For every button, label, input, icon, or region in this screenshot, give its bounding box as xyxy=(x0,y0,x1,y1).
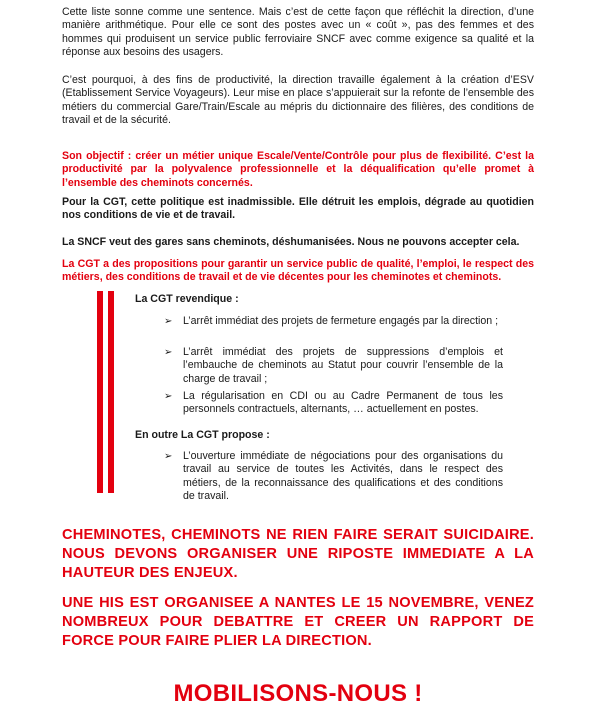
demand-item: ➢ L’arrêt immédiat des projets de suppressions d’emplois et l’embauche de cheminots au Statut pour couvrir l’ensemble de la charge de travail ; xyxy=(164,346,503,385)
red-bar-right xyxy=(108,291,114,493)
arrow-bullet-icon: ➢ xyxy=(164,391,173,402)
arrow-bullet-icon: ➢ xyxy=(164,316,173,327)
red-bar-left xyxy=(97,291,103,493)
demands-header: La CGT revendique : xyxy=(135,293,239,305)
arrow-bullet-icon: ➢ xyxy=(164,451,173,462)
demands-box xyxy=(97,291,537,503)
objective-paragraph: Son objectif : créer un métier unique Escale/Vente/Contrôle pour plus de flexibilité. C’est la productivité par la polyvalence professionnelle et la déqualification qu’elle promet à l’ensemble des cheminots concernés. xyxy=(62,150,534,189)
slogan: MOBILISONS-NOUS ! xyxy=(173,680,423,707)
demand-item: ➢ La régularisation en CDI ou au Cadre Permanent de tous les personnels contractuels, alternants, … actuellement en postes. xyxy=(164,390,503,416)
proposals-paragraph: La CGT a des propositions pour garantir un service public de qualité, l’emploi, le respect des métiers, des conditions de travail et de vie décentes pour les cheminotes et cheminots. xyxy=(62,258,534,284)
propose-item: ➢ L’ouverture immédiate de négociations pour des organisations du travail au service de toutes les Activités, dans le respect des métiers, de la reconnaissance des qualifications et des conditions de travail. xyxy=(164,450,503,503)
arrow-bullet-icon: ➢ xyxy=(164,347,173,358)
cgt-position-paragraph: Pour la CGT, cette politique est inadmissible. Elle détruit les emplois, dégrade au quotidien nos conditions de vie et de travail. xyxy=(62,196,534,222)
call-to-action-2: UNE HIS EST ORGANISEE A NANTES LE 15 NOVEMBRE, VENEZ NOMBREUX POUR DEBATTRE ET CREER UN RAPPORT DE FORCE POUR FAIRE PLIER LA DIRECTION. xyxy=(62,595,534,649)
intro-paragraph: Cette liste sonne comme une sentence. Mais c’est de cette façon que réfléchit la direction, d’une manière arithmétique. Pour elle ce sont des postes avec un « coût », pas des femmes et des hommes qui produisent un service public ferroviaire SNCF avec comme exigence sa qualité et la réponse aux besoins des usagers. xyxy=(62,6,534,59)
demand-item: ➢ L’arrêt immédiat des projets de fermeture engagés par la direction ; xyxy=(164,315,499,327)
propose-header: En outre La CGT propose : xyxy=(135,429,270,441)
call-to-action-1: CHEMINOTES, CHEMINOTS NE RIEN FAIRE SERAIT SUICIDAIRE. NOUS DEVONS ORGANISER UNE RIPOSTE IMMEDIATE A LA HAUTEUR DES ENJEUX. xyxy=(62,527,534,581)
sncf-paragraph: La SNCF veut des gares sans cheminots, déshumanisées. Nous ne pouvons accepter cela. xyxy=(62,236,520,248)
esv-paragraph: C’est pourquoi, à des fins de productivité, la direction travaille également à la création d’ESV (Etablissement Service Voyageurs). Leur mise en place s’appuierait sur la refonte de l’ensemble des métiers du commercial Gare/Train/Escale au mépris du dictionnaire des filières, des conditions de travail et de la sécurité. xyxy=(62,74,534,127)
